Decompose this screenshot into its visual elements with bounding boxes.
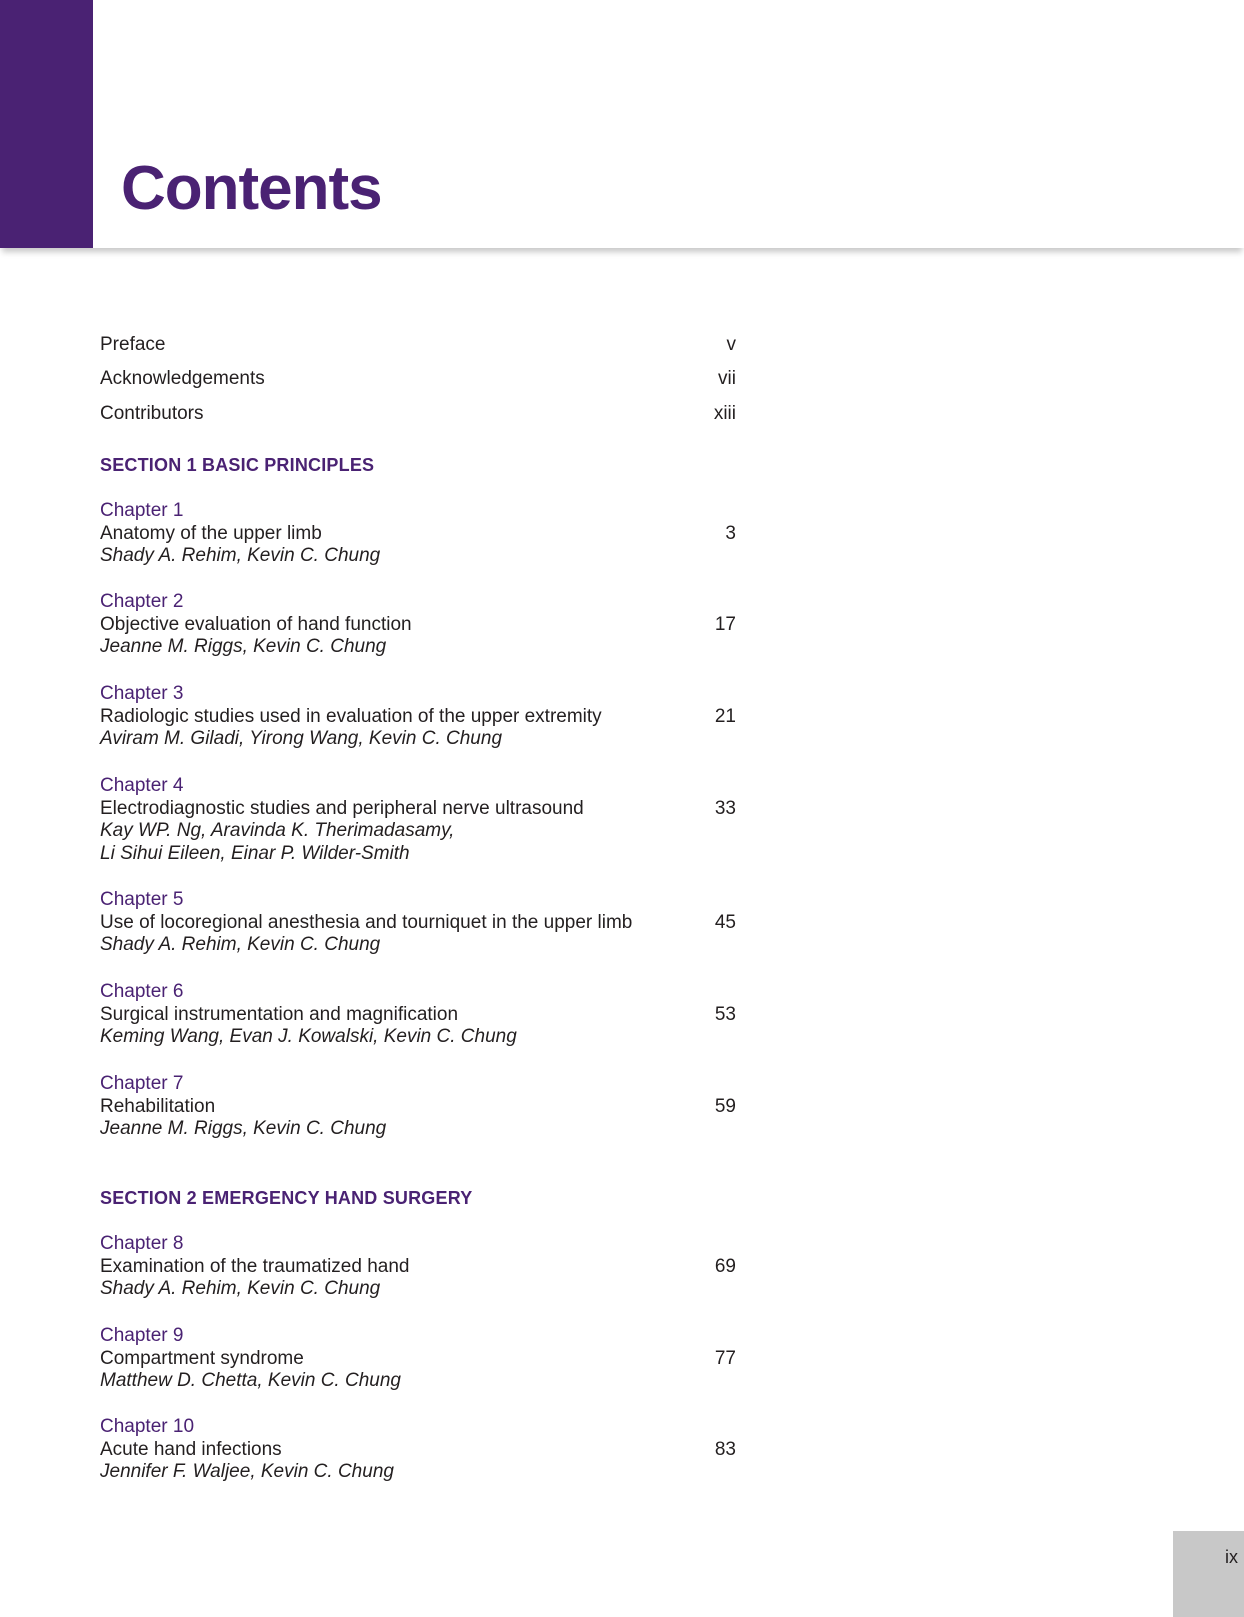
chapter-label: Chapter 1 — [100, 500, 184, 521]
chapter-entry[interactable] — [100, 591, 738, 659]
chapter-page-number: 77 — [714, 1347, 736, 1369]
entry-page-number: vii — [718, 368, 736, 389]
entry-label: Preface — [100, 334, 166, 355]
chapter-authors: Jennifer F. Waljee, Kevin C. Chung — [100, 1461, 394, 1482]
folio-box — [1173, 1531, 1244, 1617]
chapter-title: Surgical instrumentation and magnification — [100, 1003, 459, 1025]
entry-label: Contributors — [100, 403, 204, 424]
chapter-label: Chapter 4 — [100, 775, 184, 796]
chapter-label: Chapter 6 — [100, 981, 184, 1002]
chapter-entry[interactable] — [100, 981, 738, 1049]
chapter-entry[interactable] — [100, 775, 738, 865]
chapter-page-number: 17 — [714, 613, 736, 635]
chapter-entry[interactable] — [100, 1073, 738, 1141]
chapter-entry[interactable] — [100, 1416, 738, 1484]
entry-label: Acknowledgements — [100, 368, 265, 389]
chapter-page-number: 21 — [714, 705, 736, 727]
chapter-page-number: 59 — [714, 1095, 736, 1117]
chapter-label: Chapter 7 — [100, 1073, 184, 1094]
chapter-page-number: 33 — [714, 797, 736, 819]
chapter-authors: Shady A. Rehim, Kevin C. Chung — [100, 1278, 381, 1299]
chapter-title: Compartment syndrome — [100, 1347, 304, 1369]
chapter-label: Chapter 2 — [100, 591, 184, 612]
chapter-entry[interactable] — [100, 683, 738, 751]
chapter-label: Chapter 10 — [100, 1416, 195, 1437]
chapter-label: Chapter 9 — [100, 1325, 184, 1346]
chapter-authors: Shady A. Rehim, Kevin C. Chung — [100, 545, 381, 566]
chapter-label: Chapter 8 — [100, 1233, 184, 1254]
chapter-authors: Shady A. Rehim, Kevin C. Chung — [100, 934, 381, 955]
chapter-page-number: 3 — [725, 522, 736, 544]
accent-bar — [0, 0, 93, 248]
chapter-title: Rehabilitation — [100, 1095, 216, 1117]
chapter-authors: Jeanne M. Riggs, Kevin C. Chung — [100, 1118, 387, 1139]
chapter-authors: Kay WP. Ng, Aravinda K. Therimadasamy, Li Sihui Eileen, Einar P. Wilder-Smith — [100, 820, 455, 864]
chapter-authors: Matthew D. Chetta, Kevin C. Chung — [100, 1370, 401, 1391]
chapter-entry[interactable] — [100, 1233, 738, 1301]
chapter-entry[interactable] — [100, 500, 738, 568]
entry-page-number: xiii — [713, 403, 736, 424]
section-heading: SECTION 2 EMERGENCY HAND SURGERY — [100, 1188, 473, 1208]
chapter-title: Anatomy of the upper limb — [100, 522, 322, 544]
chapter-title: Examination of the traumatized hand — [100, 1255, 410, 1277]
chapter-entry[interactable] — [100, 1325, 738, 1393]
chapter-authors: Jeanne M. Riggs, Kevin C. Chung — [100, 636, 387, 657]
chapter-authors: Keming Wang, Evan J. Kowalski, Kevin C. Chung — [100, 1026, 517, 1047]
section-heading: SECTION 1 BASIC PRINCIPLES — [100, 455, 375, 475]
chapter-page-number: 69 — [714, 1255, 736, 1277]
chapter-label: Chapter 5 — [100, 889, 184, 910]
chapter-entry[interactable] — [100, 889, 738, 957]
page-number: ix — [1225, 1547, 1238, 1567]
chapter-title: Objective evaluation of hand function — [100, 613, 412, 635]
chapter-page-number: 45 — [714, 911, 736, 933]
chapter-page-number: 53 — [714, 1003, 736, 1025]
page-title: Contents — [121, 154, 382, 223]
chapter-page-number: 83 — [714, 1438, 736, 1460]
chapter-title: Electrodiagnostic studies and peripheral nerve ultrasound — [100, 797, 584, 819]
chapter-label: Chapter 3 — [100, 683, 184, 704]
chapter-title: Acute hand infections — [100, 1438, 282, 1460]
chapter-title: Radiologic studies used in evaluation of the upper extremity — [100, 705, 602, 727]
chapter-authors: Aviram M. Giladi, Yirong Wang, Kevin C. Chung — [100, 728, 503, 749]
chapter-title: Use of locoregional anesthesia and tourniquet in the upper limb — [100, 911, 633, 933]
entry-page-number: v — [726, 334, 736, 355]
